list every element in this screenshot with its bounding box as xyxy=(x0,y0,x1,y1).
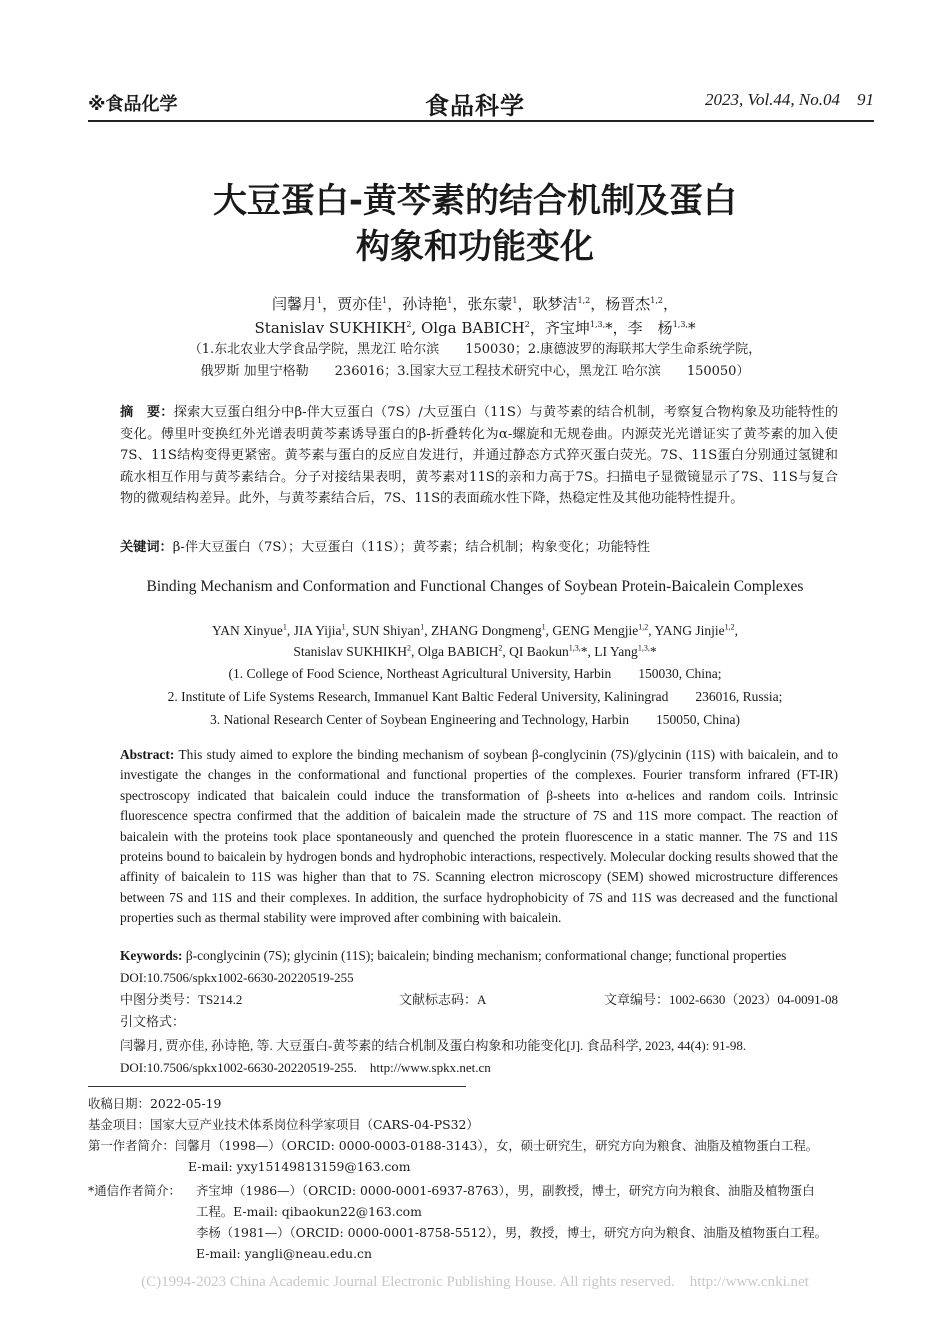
author-sup: 1 xyxy=(420,622,425,632)
footnote-divider xyxy=(88,1086,466,1087)
authors-en xyxy=(0,620,950,662)
issue-info xyxy=(705,90,874,110)
author-sup: 1 xyxy=(341,622,346,632)
affil-en-line2: 2. Institute of Life Systems Research, Immanuel Kant Baltic Federal University, Kaliningrad 236016, Russia; xyxy=(167,689,783,704)
author-sup: 1,2 xyxy=(577,296,591,305)
author-name: GENG Mengjie xyxy=(552,623,639,638)
author-name: 杨晋杰 xyxy=(605,295,651,313)
keywords-cn xyxy=(120,537,838,559)
affil-cn-line1: （1.东北农业大学食品学院，黑龙江 哈尔滨 150030；2.康德波罗的海联邦大学生命系统学院， xyxy=(188,342,762,357)
corresponding-mark: * xyxy=(580,644,588,659)
citation-line1: 闫馨月, 贾亦佳, 孙诗艳, 等. 大豆蛋白-黄芩素的结合机制及蛋白构象和功能变化[J]. 食品科学, 2023, 44(4): 91-98. xyxy=(120,1038,747,1053)
abstract-cn-label: 摘 要： xyxy=(120,405,174,420)
corr2-email: E-mail: yangli@neau.edu.cn xyxy=(196,1246,372,1261)
classification-row xyxy=(120,990,838,1010)
author-sup: 1,3, xyxy=(568,643,581,653)
article-number: 文章编号：1002-6630（2023）04-0091-08 xyxy=(604,992,838,1007)
author-sup: 2 xyxy=(524,320,530,329)
corr1-line1: 齐宝坤（1986—）（ORCID: 0000-0001-6937-8763），男，副教授，博士，研究方向为粮食、油脂及植物蛋白 xyxy=(196,1183,815,1198)
author-name: Olga BABICH xyxy=(420,319,525,337)
issue-text: 2023, Vol.44, No.04 xyxy=(704,90,840,109)
author-sup: 1 xyxy=(541,622,546,632)
corr2-line1: 李杨（1981—）（ORCID: 0000-0001-8758-5512），男，教授，博士，研究方向为粮食、油脂及植物蛋白工程。 xyxy=(196,1225,828,1240)
title-cn-line1: 大豆蛋白-黄芩素的结合机制及蛋白 xyxy=(212,181,738,221)
corresponding-mark: * xyxy=(649,644,657,659)
page-number: 91 xyxy=(857,90,874,109)
author-name: 耿梦洁 xyxy=(532,295,578,313)
author-name: ZHANG Dongmeng xyxy=(430,623,542,638)
title-en: Binding Mechanism and Conformation and Functional Changes of Soybean Protein-Baicalein Complexes xyxy=(146,578,804,595)
author-name: 闫馨月 xyxy=(271,295,317,313)
author-name: JIA Yijia xyxy=(293,623,342,638)
author-name: YAN Xinyue xyxy=(212,623,283,638)
fund-info: 基金项目：国家大豆产业技术体系岗位科学家项目（CARS-04-PS32） xyxy=(88,1117,479,1132)
keywords-en-text: β-conglycinin (7S); glycinin (11S); baicalein; binding mechanism; conformational change; functional properties xyxy=(185,948,787,963)
affil-en-line1: (1. College of Food Science, Northeast Agricultural University, Harbin 150030, China; xyxy=(228,666,722,681)
keywords-cn-text: β-伴大豆蛋白（7S）；大豆蛋白（11S）；黄芩素；结合机制；构象变化；功能特性 xyxy=(172,540,651,555)
author-sup: 1 xyxy=(317,296,323,305)
title-cn-line2: 构象和功能变化 xyxy=(356,227,594,267)
author-sup: 2 xyxy=(407,643,412,653)
author-sup: 1 xyxy=(512,296,518,305)
author-sup: 2 xyxy=(498,643,503,653)
author-name: 李 杨 xyxy=(627,319,673,337)
abstract-en-label: Abstract: xyxy=(120,747,175,762)
section-label: ※食品化学 xyxy=(88,94,178,115)
author-sup: 1 xyxy=(382,296,388,305)
author-sup: 1,2 xyxy=(650,296,663,305)
author-sup: 1,3, xyxy=(672,320,688,329)
doc-code: 文献标志码：A xyxy=(399,992,487,1007)
citation-label: 引文格式： xyxy=(120,1014,186,1029)
author-sup: 1,3, xyxy=(637,643,650,653)
author-sup: 1,3, xyxy=(589,320,606,329)
keywords-en xyxy=(120,946,838,966)
author-name: 贾亦佳 xyxy=(337,295,383,313)
author-name: Olga BABICH xyxy=(417,644,499,659)
author-name: 孙诗艳 xyxy=(402,295,448,313)
author-sup: 1,2 xyxy=(724,622,735,632)
received-date: 收稿日期：2022-05-19 xyxy=(88,1096,222,1111)
author-name: 张东蒙 xyxy=(467,295,513,313)
journal-logo: 食品科学 xyxy=(425,92,525,120)
corresponding-mark: * xyxy=(687,319,696,337)
author-name: QI Baokun xyxy=(509,644,569,659)
affil-en-line3: 3. National Research Center of Soybean Engineering and Technology, Harbin 150050, China) xyxy=(210,712,740,727)
author-name: 齐宝坤 xyxy=(544,319,590,337)
first-author-info: 第一作者简介：闫馨月（1998—）（ORCID: 0000-0003-0188-3143），女，硕士研究生，研究方向为粮食、油脂及植物蛋白工程。 xyxy=(88,1138,819,1153)
author-name: Stanislav SUKHIKH xyxy=(293,644,408,659)
corresponding-mark: * xyxy=(605,319,613,337)
doi: DOI:10.7506/spkx1002-6630-20220519-255 xyxy=(120,970,354,985)
authors-cn-line1: 闫馨月$^1$，贾亦佳$^1$，孙诗艳$^1$，张东蒙$^1$，耿梦洁$^{1,2}$，杨晋杰$^{1,2}$， xyxy=(271,295,679,313)
abstract-en xyxy=(120,745,838,929)
authors-en-line2: Stanislav SUKHIKH$^2$, Olga BABICH$^2$, QI Baokun$^{1,3,}$*, LI Yang$^{1,3,}$* xyxy=(293,643,657,659)
affiliations-en xyxy=(0,662,950,731)
affil-cn-line2: 俄罗斯 加里宁格勒 236016；3.国家大豆工程技术研究中心，黑龙江 哈尔滨 150050） xyxy=(200,364,750,379)
header-divider xyxy=(88,120,874,122)
author-sup: 1 xyxy=(282,622,287,632)
author-sup: 1,2 xyxy=(638,622,649,632)
keywords-cn-label: 关键词： xyxy=(120,540,173,555)
author-sup: 2 xyxy=(406,320,412,329)
affiliations-cn xyxy=(0,339,950,383)
author-name: SUN Shiyan xyxy=(352,623,421,638)
citation-line2: DOI:10.7506/spkx1002-6630-20220519-255. http://www.spkx.net.cn xyxy=(120,1060,491,1075)
first-author-email: E-mail: yxy15149813159@163.com xyxy=(188,1159,411,1174)
author-sup: 1 xyxy=(447,296,453,305)
corresponding-label: *通信作者简介： xyxy=(88,1183,181,1198)
author-name: YANG Jinjie xyxy=(654,623,725,638)
copyright-watermark: (C)1994-2023 China Academic Journal Electronic Publishing House. All rights reserved. http://www.cnki.net xyxy=(141,1274,809,1290)
abstract-cn-text: 探索大豆蛋白组分中β-伴大豆蛋白（7S）/大豆蛋白（11S）与黄芩素的结合机制，考察复合物构象及功能特性的变化。傅里叶变换红外光谱表明黄芩素诱导蛋白的β-折叠转化为α-螺旋和无规卷曲。内源荧光光谱证实了黄芩素的加入使7S、11S结构变得更紧密。黄芩素与蛋白的反应自发进行，并通过静态方式猝灭蛋白荧光。7S、11S蛋白分别通过氢键和疏水相互作用与黄芩素结合。分子对接结果表明，黄芩素对11S的亲和力高于7S。扫描电子显微镜显示了7S、11S与复合物的微观结构差异。此外，与黄芩素结合后，7S、11S的表面疏水性下降，热稳定性及其他功能特性提升。 xyxy=(120,405,839,506)
author-name: LI Yang xyxy=(594,644,638,659)
authors-cn xyxy=(0,292,950,340)
author-name: Stanislav SUKHIKH xyxy=(254,319,407,337)
abstract-en-text: This study aimed to explore the binding mechanism of soybean β-conglycinin (7S)/glycinin (11S) with baicalein, and to investigate the changes in the conformational and functional properties of the complexes. Fourier transform infrared (FT-IR) spectroscopy indicated that baicalein could induce the transformation of β-sheets into α-helices and random coils. Intrinsic fluorescence spectra confirmed that the addition of baicalein made the structure of 7S and 11S more compact. The reaction of baicalein with the proteins took place spontaneously and quenched the protein fluorescence in a static manner. The 7S and 11S proteins bound to baicalein by hydrogen bonds and hydrophobic interactions, respectively. Molecular docking results showed that the affinity of baicalein to 11S was higher than that to 7S. Scanning electron microscopy (SEM) showed microstructure differences between 7S and 11S and their complexes. In addition, the surface hydrophobicity of 7S and 11S was decreased and the functional properties such as thermal stability were improved after combining with baicalein. xyxy=(120,747,838,926)
authors-en-line1: YAN Xinyue$^1$, JIA Yijia$^1$, SUN Shiyan$^1$, ZHANG Dongmeng$^1$, GENG Mengjie$^{1,2}$, YANG Jinjie$^{1,2}$, xyxy=(212,622,738,638)
abstract-cn xyxy=(120,402,838,510)
keywords-en-label: Keywords: xyxy=(120,948,183,963)
clc-number: 中图分类号：TS214.2 xyxy=(120,992,243,1007)
corr1-line2: 工程。E-mail: qibaokun22@163.com xyxy=(196,1204,422,1219)
authors-cn-line2: Stanislav SUKHIKH$^2$, Olga BABICH$^2$，齐宝坤$^{1,3,}$*，李 杨$^{1,3,}$* xyxy=(254,319,696,337)
